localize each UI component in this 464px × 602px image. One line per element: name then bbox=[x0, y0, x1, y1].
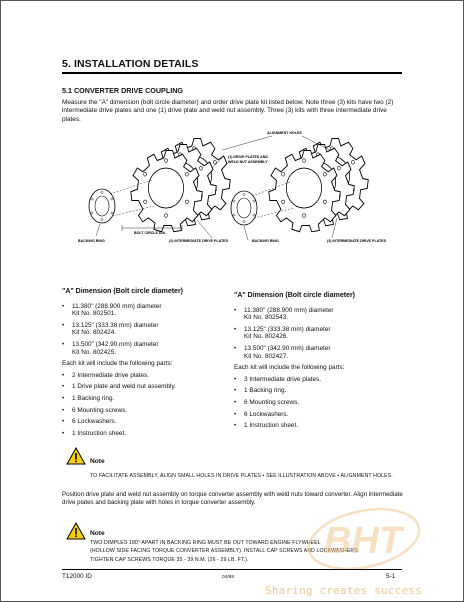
kit-dimension: 13.500" (342.90 mm) diameter bbox=[72, 340, 159, 348]
list-item bbox=[62, 322, 222, 337]
warning-icon bbox=[66, 447, 86, 465]
list-item bbox=[234, 345, 404, 360]
kit-list-right bbox=[234, 292, 404, 434]
list-item: • 6 Lockwashers. bbox=[234, 411, 404, 419]
list-item: • 1 Drive plate and weld nut assembly. bbox=[62, 383, 222, 391]
intro-paragraph: Measure the "A" dimension (bolt circle diameter) and order drive plate kit listed below. Note three (3) kits have two (2) intermediate drive plates and one (1) drive plate and weld nut assembly. Three (3) kits with three intermediate drive plates. bbox=[62, 99, 394, 123]
list-item: • 2 Intermediate drive plates. bbox=[62, 372, 222, 380]
label-alignment-holes: ALIGNMENT HOLES bbox=[267, 131, 302, 135]
list-item: • 1 Instruction sheet. bbox=[62, 430, 222, 438]
note-label: Note bbox=[90, 530, 105, 537]
kit-number: Kit No. 802543. bbox=[244, 314, 289, 322]
footer-date: 04/99 bbox=[222, 575, 235, 580]
list-item bbox=[62, 303, 222, 318]
kit-number: Kit No. 802426. bbox=[244, 333, 289, 341]
note-line: TWO DIMPLES 180° APART IN BACKING RING MUST BE OUT TOWARD ENGINE FLYWHEEL bbox=[90, 540, 321, 546]
list-item: • 6 Mounting screws. bbox=[234, 399, 404, 407]
list-item: • 6 Mounting screws. bbox=[62, 407, 222, 415]
watermark-tagline: Sharing creates success bbox=[265, 584, 422, 597]
note-label: Note bbox=[90, 458, 105, 465]
label-drive-plates-line1: (1) DRIVE PLATES AND bbox=[228, 155, 268, 159]
section-title: 5. INSTALLATION DETAILS bbox=[62, 58, 199, 70]
label-drive-plates-line2: WELD NUT ASSEMBLY bbox=[228, 160, 268, 164]
list-item bbox=[234, 326, 404, 341]
list-item: • 1 Backing ring. bbox=[234, 387, 404, 395]
label-bolt-circle-dia: BOLT CIRCLE DIA. bbox=[134, 231, 167, 235]
right-parts-list bbox=[234, 376, 404, 430]
list-item: • 6 Lockwashers. bbox=[62, 418, 222, 426]
kit-dimension: 11.380" (288.900 mm) diameter bbox=[244, 306, 334, 314]
subsection-title: 5.1 CONVERTER DRIVE COUPLING bbox=[62, 86, 184, 95]
right-heading: "A" Dimension (Bolt circle diameter) bbox=[234, 292, 355, 299]
left-heading: "A" Dimension (Bolt circle diameter) bbox=[62, 288, 183, 295]
section-rule bbox=[62, 72, 402, 74]
footer-rule bbox=[62, 569, 402, 570]
footer-model: T12000 ID bbox=[62, 573, 92, 580]
note-line: (HOLLOW SIDE FACING TORQUE CONVERTER ASSEMBLY). INSTALL CAP SCREWS AND LOCKWASHERS. bbox=[90, 548, 360, 555]
right-includes: Each kit will include the following parts: bbox=[234, 364, 345, 372]
kit-number: Kit No. 802424. bbox=[72, 329, 117, 337]
kit-list-left bbox=[62, 288, 222, 441]
kit-dimension: 13.500" (342.90 mm) diameter bbox=[244, 344, 331, 352]
list-item: • 3 Intermediate drive plates. bbox=[234, 376, 404, 384]
kit-number: Kit No. 802425. bbox=[72, 348, 117, 356]
list-item: • 1 Backing ring. bbox=[62, 395, 222, 403]
label-backing-ring-right: BACKING RING bbox=[252, 239, 279, 243]
list-item: • 1 Instruction sheet. bbox=[234, 422, 404, 430]
right-kit-list bbox=[234, 307, 404, 361]
note-text: TO FACILITATE ASSEMBLY, ALIGN SMALL HOLES IN DRIVE PLATES • SEE ILLUSTRATION ABOVE • ALIGNMENT HOLES. bbox=[90, 473, 393, 479]
left-kit-list bbox=[62, 303, 222, 357]
list-item bbox=[62, 341, 222, 356]
list-item bbox=[234, 307, 404, 322]
label-intermediate-left: (2) INTERMEDIATE DRIVE PLATES bbox=[169, 239, 228, 243]
label-intermediate-right: (3) INTERMEDIATE DRIVE PLATES bbox=[327, 239, 386, 243]
footer-page-number: 5-1 bbox=[386, 573, 396, 580]
kit-number: Kit No. 802501. bbox=[72, 310, 117, 318]
label-backing-ring-left: BACKING RING bbox=[78, 239, 105, 243]
left-parts-list bbox=[62, 372, 222, 438]
kit-dimension: 13.125" (333.38 mm) diameter bbox=[72, 321, 159, 329]
warning-icon bbox=[66, 522, 86, 540]
bht-watermark-logo bbox=[302, 503, 422, 575]
drive-plate-illustration bbox=[62, 128, 407, 250]
left-includes: Each kit will include the following parts: bbox=[62, 360, 173, 368]
position-paragraph: Position drive plate and weld nut assembly on torque converter assembly with weld nuts toward converter. Align intermediate drive plates and backing plate with holes in torque converter assembly. bbox=[62, 491, 403, 507]
note-line: TIGHTEN CAP SCREWS TORQUE 35 - 39 N.M. (26 - 29 LB. FT.). bbox=[90, 556, 249, 563]
kit-number: Kit No. 802427. bbox=[244, 352, 289, 360]
watermark-logo-text: BHT bbox=[324, 520, 403, 562]
kit-dimension: 11.380" (288.900 mm) diameter bbox=[72, 302, 162, 310]
kit-dimension: 13.125" (333.38 mm) diameter bbox=[244, 325, 331, 333]
